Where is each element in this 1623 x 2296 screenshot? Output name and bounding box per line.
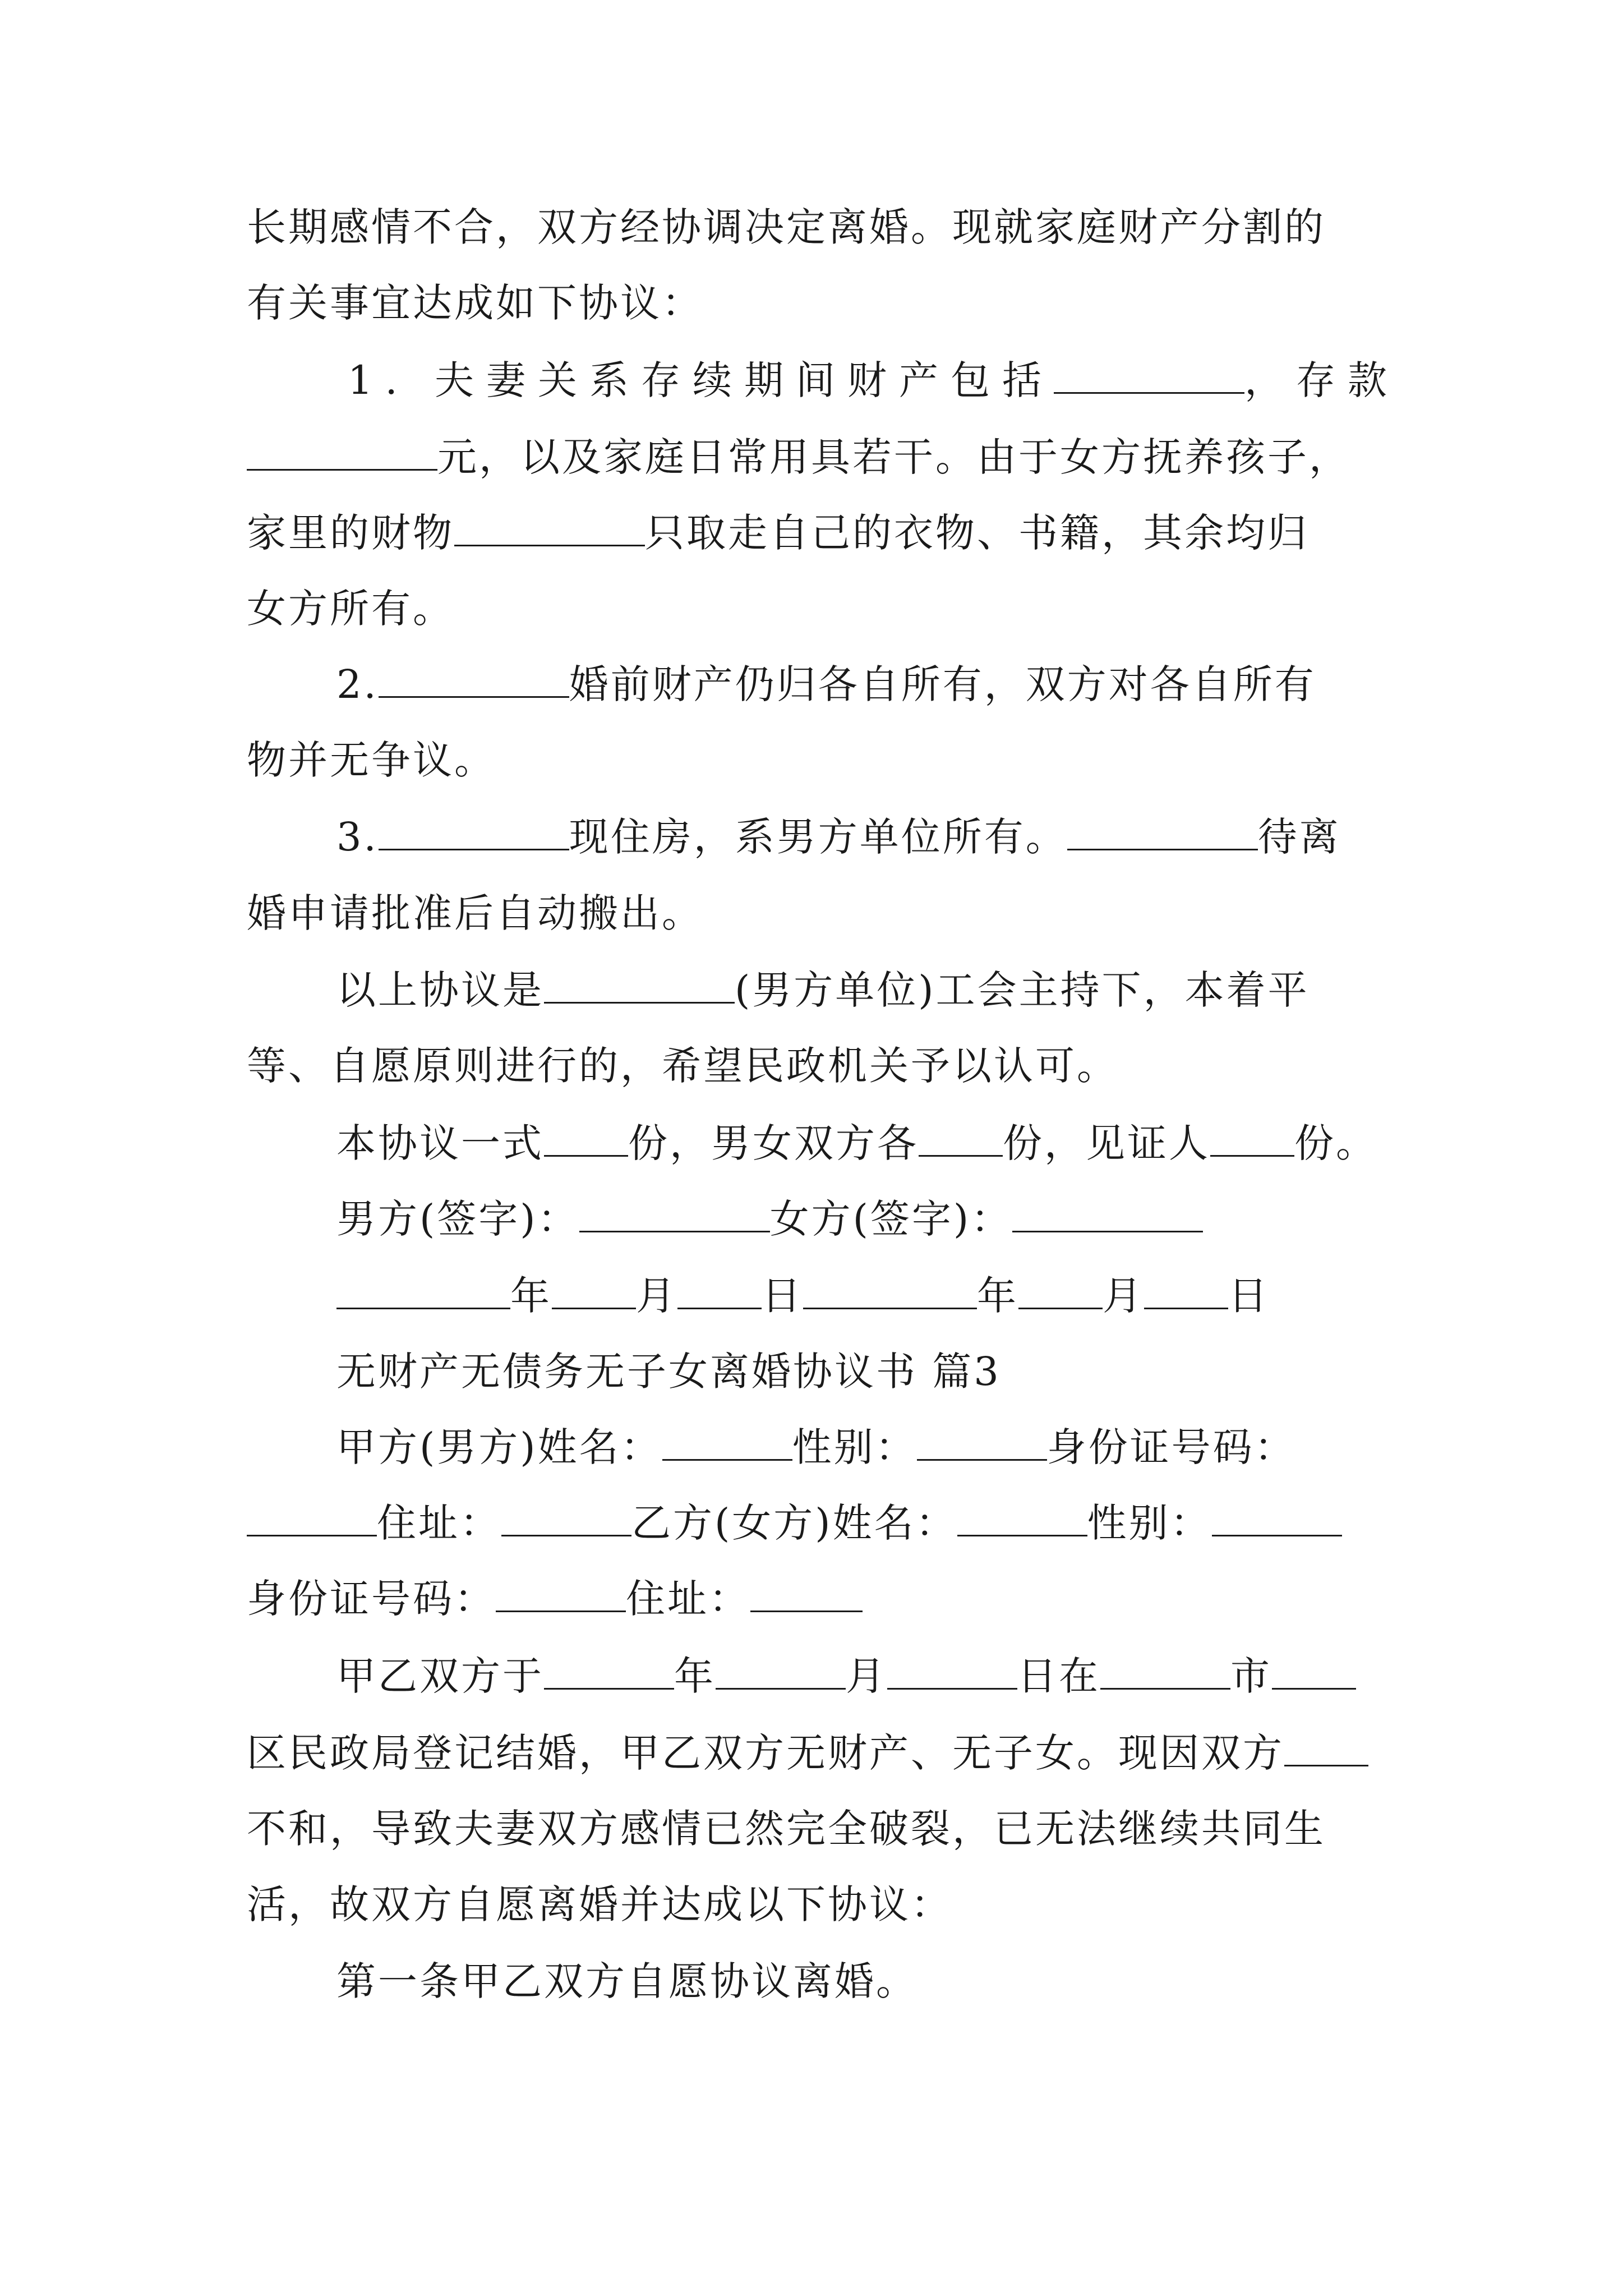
line-text: 住址： <box>626 1576 750 1622</box>
line-text: 2. <box>336 661 379 707</box>
text-line <box>0 1637 1623 1715</box>
text-line <box>0 1942 1623 2021</box>
line-text: 性别： <box>1087 1500 1212 1546</box>
text-line <box>0 569 1623 648</box>
line-text: (男方单位)工会主持下，本着平 <box>735 967 1310 1013</box>
line-text: 年 <box>510 1273 552 1319</box>
fill-blank[interactable] <box>887 1651 1017 1690</box>
text-line <box>0 341 1623 420</box>
year-blank[interactable] <box>803 1271 977 1310</box>
line-text: 待离 <box>1257 814 1341 860</box>
line-text: 日在 <box>1017 1653 1100 1699</box>
date-line <box>0 1257 1623 1335</box>
text-line <box>0 1104 1623 1182</box>
fill-blank[interactable] <box>1054 355 1244 394</box>
line-text: 女方所有。 <box>247 586 454 632</box>
line-text: 住址： <box>377 1500 501 1546</box>
fill-blank[interactable] <box>379 659 569 698</box>
fill-blank[interactable] <box>544 965 735 1004</box>
text-line <box>0 1484 1623 1562</box>
fill-blank[interactable] <box>379 812 569 851</box>
day-blank[interactable] <box>677 1271 762 1310</box>
line-text: 物并无争议。 <box>247 737 496 783</box>
line-text: 现住房，系男方单位所有。 <box>569 814 1067 860</box>
text-line <box>0 721 1623 799</box>
text-line <box>0 1408 1623 1487</box>
line-text: 男方(签字)： <box>336 1196 579 1242</box>
line-text: 日 <box>762 1273 803 1319</box>
husband-signature-blank[interactable] <box>579 1194 770 1233</box>
fill-blank[interactable] <box>247 1498 377 1537</box>
fill-blank[interactable] <box>1100 1651 1230 1690</box>
line-text: 长期感情不合，双方经协调决定离婚。现就家庭财产分割的 <box>247 204 1326 250</box>
line-text: 区民政局登记结婚，甲乙双方无财产、无子女。现因双方 <box>247 1730 1284 1776</box>
fill-blank[interactable] <box>1212 1498 1342 1537</box>
fill-blank[interactable] <box>454 508 645 547</box>
line-text: 活，故双方自愿离婚并达成以下协议： <box>247 1881 952 1927</box>
line-text: 第一条甲乙双方自愿协议离婚。 <box>336 1958 917 2004</box>
signature-line <box>0 1180 1623 1258</box>
line-text: 份，男女双方各 <box>628 1120 919 1166</box>
text-line <box>0 1865 1623 1944</box>
text-line <box>0 188 1623 266</box>
fill-blank[interactable] <box>716 1651 846 1690</box>
text-line <box>0 418 1623 496</box>
month-blank[interactable] <box>552 1271 636 1310</box>
text-line <box>0 1789 1623 1868</box>
line-text: 月 <box>636 1273 677 1319</box>
text-line <box>0 645 1623 724</box>
fill-blank[interactable] <box>750 1573 863 1613</box>
line-text: 等、自愿原则进行的，希望民政机关予以认可。 <box>247 1043 1118 1089</box>
line-text: 年 <box>674 1653 716 1699</box>
line-text: 甲方(男方)姓名： <box>336 1424 662 1470</box>
fill-blank[interactable] <box>919 1118 1003 1157</box>
fill-blank[interactable] <box>496 1573 626 1613</box>
line-text: 3. <box>336 814 379 860</box>
line-text: 年 <box>977 1273 1018 1319</box>
line-text: 身份证号码： <box>1046 1424 1296 1470</box>
line-text: 以上协议是 <box>336 967 544 1013</box>
text-line <box>0 798 1623 876</box>
line-text: 乙方(女方)姓名： <box>631 1500 957 1546</box>
text-line <box>0 1559 1623 1638</box>
line-text: 市 <box>1230 1653 1272 1699</box>
day-blank[interactable] <box>1144 1271 1228 1310</box>
section-title <box>0 1332 1623 1411</box>
line-text: ，存款 <box>1244 357 1400 403</box>
fill-blank[interactable] <box>247 432 437 471</box>
line-text: 婚前财产仍归各自所有，双方对各自所有 <box>569 661 1316 707</box>
line-text: 份，见证人 <box>1003 1120 1210 1166</box>
line-text: 家里的财物 <box>247 510 454 556</box>
line-text: 有关事宜达成如下协议： <box>247 280 703 326</box>
fill-blank[interactable] <box>1272 1651 1356 1690</box>
line-text: 月 <box>846 1653 887 1699</box>
line-text: 婚申请批准后自动搬出。 <box>247 890 703 936</box>
text-line <box>0 494 1623 572</box>
line-text: 月 <box>1103 1273 1144 1319</box>
line-text: 不和，导致夫妻双方感情已然完全破裂，已无法继续共同生 <box>247 1806 1326 1852</box>
text-line <box>0 1714 1623 1792</box>
month-blank[interactable] <box>1018 1271 1103 1310</box>
wife-signature-blank[interactable] <box>1012 1194 1203 1233</box>
text-line <box>0 264 1623 342</box>
line-text: 女方(签字)： <box>769 1196 1013 1242</box>
fill-blank[interactable] <box>662 1422 792 1461</box>
text-line <box>0 1027 1623 1105</box>
fill-blank[interactable] <box>544 1118 628 1157</box>
text-line <box>0 951 1623 1029</box>
line-text: 份。 <box>1294 1120 1377 1166</box>
line-text: 1. 夫妻关系存续期间财产包括 <box>348 357 1054 403</box>
line-text: 本协议一式 <box>336 1120 544 1166</box>
year-blank[interactable] <box>336 1271 510 1310</box>
fill-blank[interactable] <box>1284 1728 1368 1767</box>
line-text: 甲乙双方于 <box>336 1653 544 1699</box>
fill-blank[interactable] <box>957 1498 1087 1537</box>
section-title-text: 无财产无债务无子女离婚协议书 篇3 <box>336 1349 1001 1395</box>
line-text: 日 <box>1228 1273 1270 1319</box>
fill-blank[interactable] <box>544 1651 674 1690</box>
text-line <box>0 874 1623 953</box>
line-text: 只取走自己的衣物、书籍，其余均归 <box>645 510 1309 556</box>
fill-blank[interactable] <box>1067 812 1258 851</box>
fill-blank[interactable] <box>917 1422 1047 1461</box>
fill-blank[interactable] <box>501 1498 631 1537</box>
line-text: 身份证号码： <box>247 1576 496 1622</box>
line-text: 性别： <box>792 1424 917 1470</box>
line-text: 元，以及家庭日常用具若干。由于女方抚养孩子， <box>437 434 1350 480</box>
fill-blank[interactable] <box>1210 1118 1294 1157</box>
